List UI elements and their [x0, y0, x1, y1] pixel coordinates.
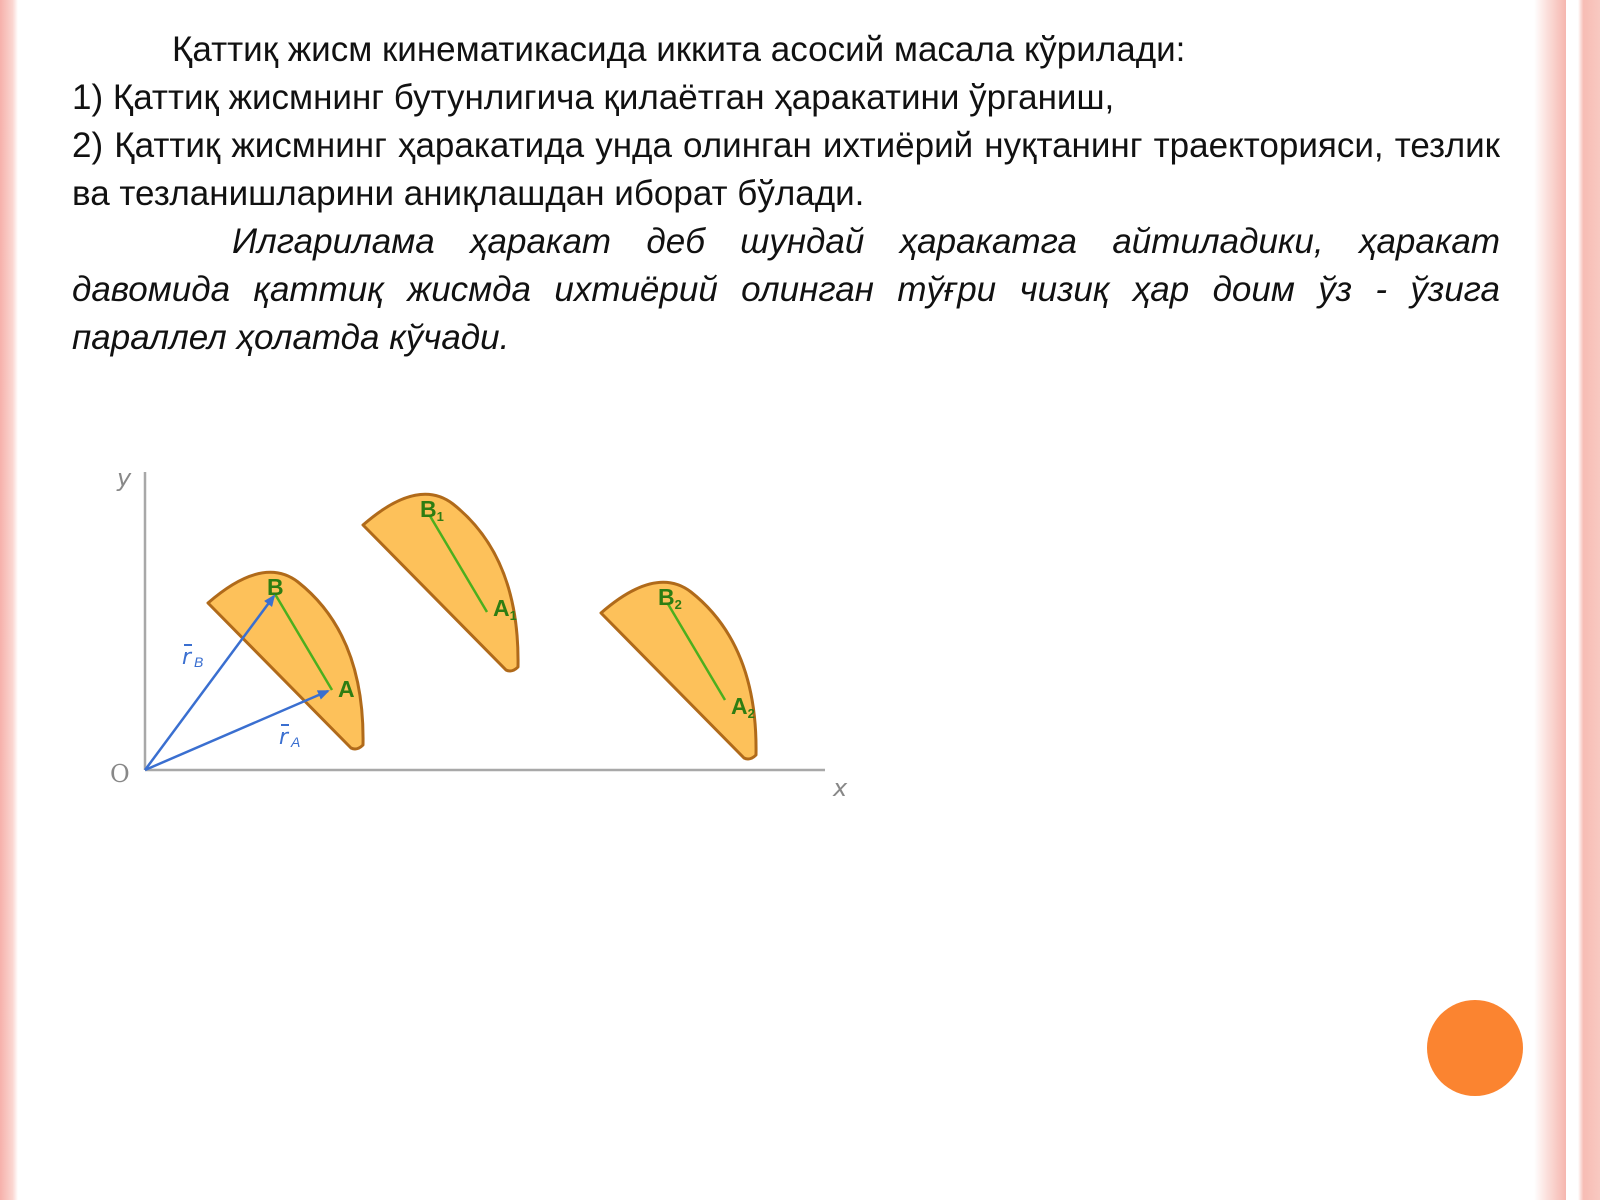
position-vector-b — [145, 596, 274, 770]
y-axis-label: y — [117, 464, 132, 492]
point-b2-subscript: 2 — [674, 597, 682, 612]
task-one: 1) Қаттиқ жисмнинг бутунлигича қилаётган ҳаракатини ўрганиш, — [72, 78, 1115, 117]
translational-motion-diagram — [100, 460, 880, 830]
point-a2-letter: A — [731, 693, 748, 719]
x-axis-label: x — [833, 774, 848, 802]
point-b1-letter: B — [420, 496, 437, 522]
rigid-body-position-1 — [363, 494, 518, 671]
point-a-label: A — [338, 676, 355, 702]
point-b-label: B — [267, 574, 284, 600]
vector-a-symbol: r — [279, 725, 289, 750]
accent-circle — [1427, 1000, 1523, 1096]
definition-paragraph: Илгарилама ҳаракат деб шундай ҳаракатга айтиладики, ҳаракат давомида қаттиқ жисмда ихтиёрий олинган тўғри чизиқ ҳар доим ўз - ўзига параллел ҳолатда кўчади. — [72, 222, 1500, 357]
point-a1-label — [493, 595, 517, 623]
slide-border-right-inner — [1534, 0, 1566, 1200]
point-a1-letter: A — [493, 595, 510, 621]
point-a1-subscript: 1 — [509, 608, 517, 623]
vector-b-subscript: B — [194, 654, 204, 670]
task-two: 2) Қаттиқ жисмнинг ҳаракатида унда олинган ихтиёрий нуқтанинг траекторияси, тезлик ва тезланишларини аниқлашдан иборат бўлади. — [72, 126, 1500, 213]
intro-line: Қаттиқ жисм кинематикасида иккита асосий масала кўрилади: — [172, 30, 1186, 69]
vector-a-label — [279, 725, 300, 750]
rigid-body-position-2 — [601, 582, 756, 759]
slide-border-right-outer — [1578, 0, 1600, 1200]
position-vector-a — [145, 691, 328, 770]
vector-b-label — [182, 645, 203, 670]
origin-label: O — [110, 760, 130, 788]
point-b1-subscript: 1 — [436, 509, 444, 524]
rigid-body-initial — [208, 572, 363, 749]
slide-border-right-gap — [1566, 0, 1578, 1200]
point-a2-subscript: 2 — [747, 706, 755, 721]
slide-text — [72, 26, 1500, 362]
vector-a-subscript: A — [291, 734, 301, 750]
point-b2-letter: B — [658, 584, 675, 610]
half-disc-shape — [208, 572, 363, 749]
vector-b-symbol: r — [182, 645, 192, 670]
slide-border-left — [0, 0, 18, 1200]
